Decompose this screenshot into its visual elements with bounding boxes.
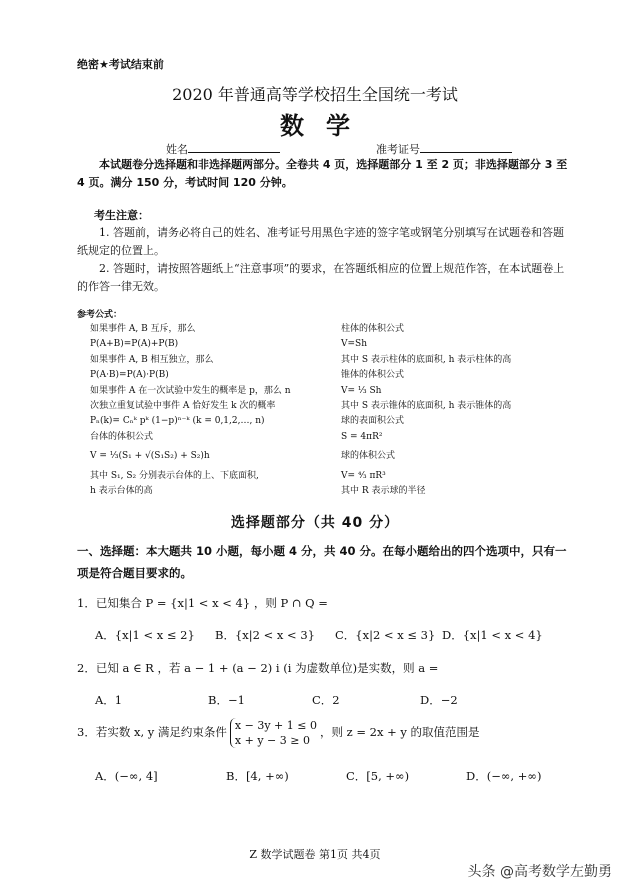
constraint-system bbox=[230, 718, 317, 748]
question-2-option-c: C．2 bbox=[312, 693, 340, 707]
name-blank bbox=[188, 142, 280, 153]
formula-line: 如果事件 A, B 相互独立，那么 bbox=[90, 354, 214, 365]
formula-line: S = 4πR² bbox=[341, 431, 383, 442]
formula-line: Pₙ(k)= Cₙᵏ pᵏ (1−p)ⁿ⁻ᵏ (k = 0,1,2,…, n) bbox=[90, 416, 265, 427]
notice-item: 2. 答题时，请按照答题纸上“注意事项”的要求，在答题纸相应的位置上规范作答，在本试题卷上的作答一律无效。 bbox=[77, 262, 565, 293]
ticket-label: 准考证号 bbox=[376, 143, 420, 156]
question-1-option-b: B．{x|2 < x < 3} bbox=[215, 628, 315, 642]
question-3-stem-end: ，则 z = 2x + y 的取值范围是 bbox=[319, 725, 480, 739]
name-label: 姓名 bbox=[166, 143, 188, 156]
notice-item: 1. 答题前，请务必将自己的姓名、准考证号用黑色字迹的签字笔或钢笔分别填写在试题卷和答题纸规定的位置上。 bbox=[77, 226, 564, 257]
subject-title: 数学 bbox=[280, 112, 372, 140]
formula-line: 球的表面积公式 bbox=[341, 416, 405, 427]
formula-line: V= ⅓ Sh bbox=[341, 385, 382, 396]
question-3-option-b: B．[4, +∞) bbox=[226, 769, 289, 783]
formula-line: 次独立重复试验中事件 A 恰好发生 k 次的概率 bbox=[90, 401, 276, 412]
page-footer: Z 数学试题卷 第1页 共4页 bbox=[249, 848, 381, 861]
formula-line: 球的体积公式 bbox=[341, 451, 396, 462]
constraint-line: x − 3y + 1 ≤ 0 bbox=[234, 719, 317, 732]
formula-line: 如果事件 A, B 互斥，那么 bbox=[90, 324, 196, 334]
formula-line: P(A+B)=P(A)+P(B) bbox=[90, 339, 179, 350]
question-1-stem: 1．已知集合 P = {x|1 < x < 4} ，则 P ∩ Q = bbox=[77, 596, 328, 610]
question-3-option-a: A．(−∞, 4] bbox=[95, 769, 158, 783]
formula-line: V= ⁴⁄₃ πR³ bbox=[341, 470, 386, 481]
formula-line: 台体的体积公式 bbox=[90, 431, 154, 442]
question-2-option-a: A．1 bbox=[95, 693, 123, 707]
formula-line: 其中 R 表示球的半径 bbox=[341, 486, 426, 497]
formula-line: 其中 S 表示锥体的底面积, h 表示锥体的高 bbox=[341, 401, 512, 412]
question-3-option-c: C．[5, +∞) bbox=[346, 769, 410, 783]
formula-line: 其中 S₁, S₂ 分别表示台体的上、下底面积, bbox=[90, 470, 259, 481]
formula-line: 其中 S 表示柱体的底面积, h 表示柱体的高 bbox=[341, 354, 512, 365]
ticket-blank bbox=[420, 142, 512, 153]
question-2-option-d: D．−2 bbox=[420, 693, 458, 707]
formula-line: V = ⅓(S₁ + √(S₁S₂) + S₂)h bbox=[90, 451, 210, 462]
formula-column-right bbox=[341, 322, 581, 499]
notice-title: 考生注意： bbox=[94, 209, 149, 222]
formula-column-left bbox=[90, 322, 330, 499]
exam-title: 2020 年普通高等学校招生全国统一考试 bbox=[172, 85, 458, 104]
question-1-option-d: D．{x|1 < x < 4} bbox=[442, 628, 543, 642]
formula-line: h 表示台体的高 bbox=[90, 486, 153, 497]
question-2-stem: 2．已知 a ∈ R ，若 a − 1 + (a − 2) i (i 为虚数单位)是实数，则 a = bbox=[77, 661, 439, 675]
formula-line: V=Sh bbox=[341, 339, 368, 350]
formula-line: 柱体的体积公式 bbox=[341, 324, 405, 334]
question-1-option-c: C．{x|2 < x ≤ 3} bbox=[335, 628, 436, 642]
constraint-line: x + y − 3 ≥ 0 bbox=[234, 734, 310, 747]
formula-line: P(A·B)=P(A)·P(B) bbox=[90, 370, 169, 381]
formula-line: 锥体的体积公式 bbox=[341, 370, 405, 381]
formula-title: 参考公式： bbox=[77, 310, 123, 320]
question-1-option-a: A．{x|1 < x ≤ 2} bbox=[95, 628, 195, 642]
question-3-stem-start: 3．若实数 x, y 满足约束条件 bbox=[77, 725, 227, 739]
question-2-option-b: B．−1 bbox=[208, 693, 245, 707]
notice-list bbox=[77, 224, 573, 296]
ticket-field bbox=[376, 141, 512, 157]
formula-line: 如果事件 A 在一次试验中发生的概率是 p，那么 n bbox=[90, 385, 291, 396]
section-title: 选择题部分（共 40 分） bbox=[230, 515, 400, 531]
question-3-option-d: D．(−∞, +∞) bbox=[466, 769, 542, 783]
confidential-label: 绝密★考试结束前 bbox=[77, 58, 164, 71]
part-intro: 一、选择题：本大题共 10 小题，每小题 4 分，共 40 分。在每小题给出的四个选项中，只有一项是符合题目要求的。 bbox=[77, 544, 567, 580]
watermark: 头条 @高考数学左勤勇 bbox=[467, 864, 612, 880]
exam-intro: 本试题卷分选择题和非选择题两部分。全卷共 4 页，选择题部分 1 至 2 页；非选择题部分 3 至 4 页。满分 150 分，考试时间 120 分钟。 bbox=[77, 158, 568, 189]
question-3-stem bbox=[77, 718, 480, 748]
name-field bbox=[166, 141, 280, 157]
